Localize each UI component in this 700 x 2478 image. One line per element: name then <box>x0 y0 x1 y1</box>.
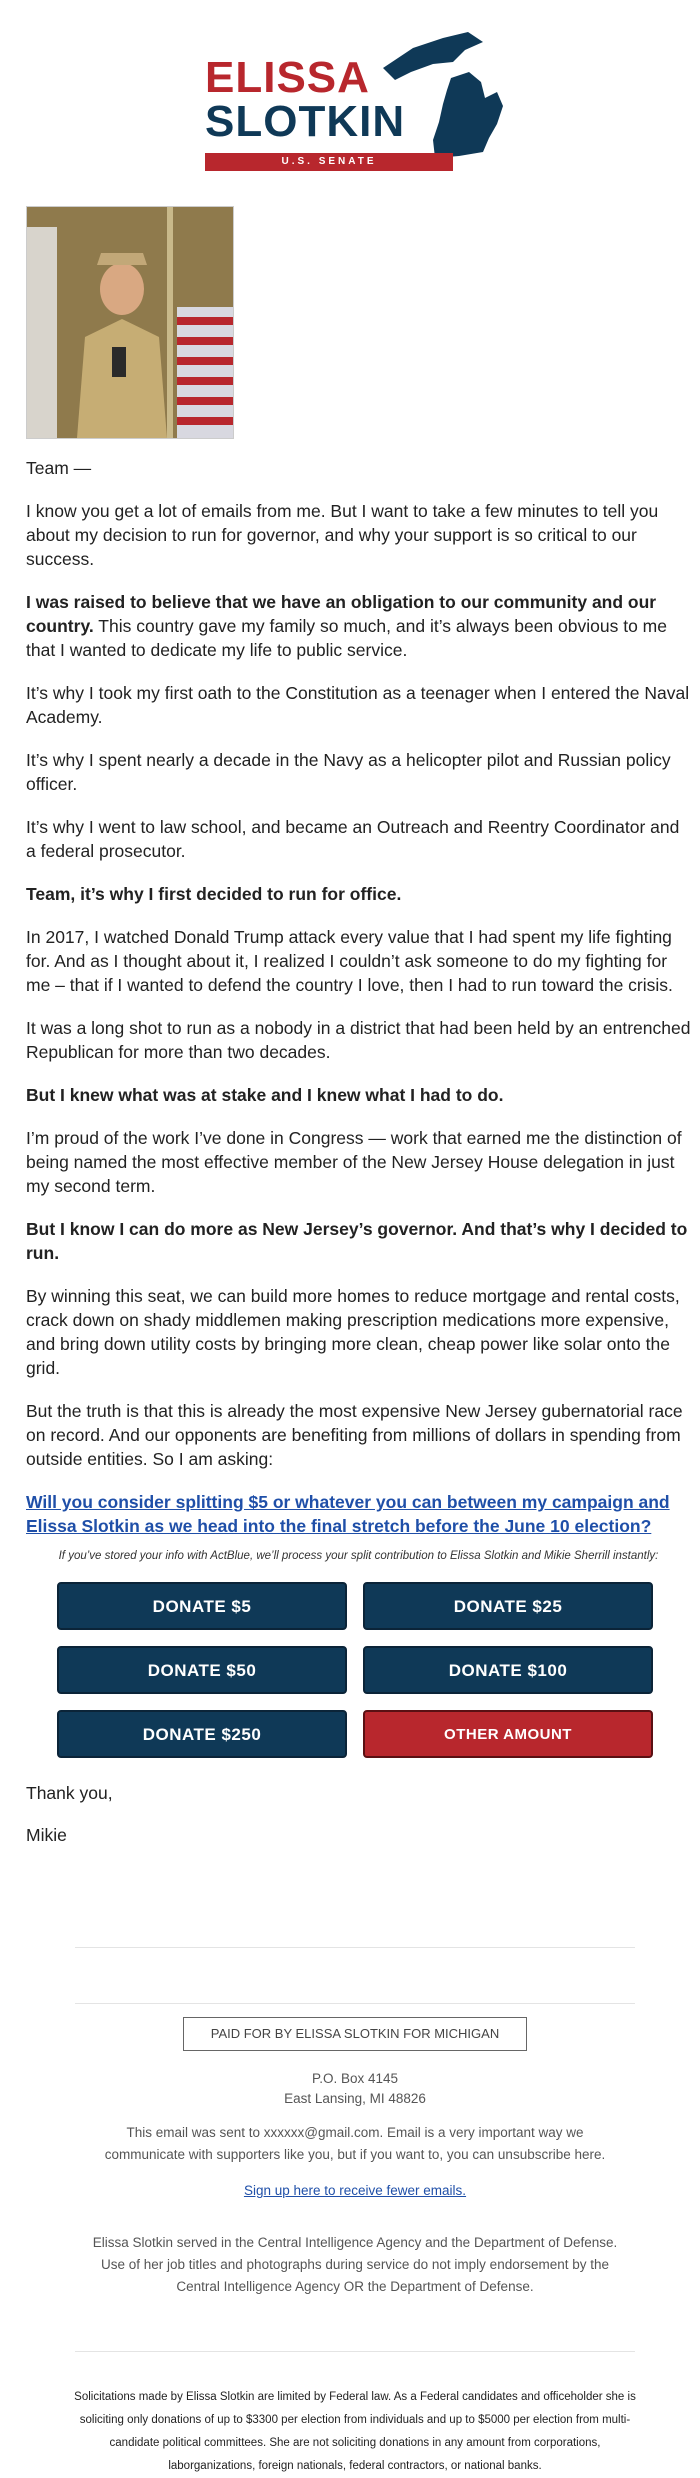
candidate-photo <box>26 206 234 439</box>
closing-thanks: Thank you, <box>26 1783 113 1803</box>
paragraph-3: It’s why I took my first oath to the Constitution as a teenager when I entered the Naval Academy. <box>26 683 690 727</box>
paragraph-13: But the truth is that this is already the most expensive New Jersey gubernatorial race on record. And our opponents are benefiting from millions of dollars in spending from outside entities. So I am asking: <box>26 1401 683 1469</box>
greeting: Team — <box>26 458 92 478</box>
paid-for-box: PAID FOR BY ELISSA SLOTKIN FOR MICHIGAN <box>183 2017 527 2051</box>
logo-last-name: SLOTKIN <box>205 97 406 146</box>
paragraph-9 <box>26 1083 691 1107</box>
signature: Mikie <box>26 1825 67 1845</box>
other-amount-button[interactable]: OTHER AMOUNT <box>363 1710 653 1758</box>
legal-disclaimer: Solicitations made by Elissa Slotkin are limited by Federal law. As a Federal candidates and officeholder she is soliciting only donations of up to $3300 per election from individuals and up to $5000 per election from multi-candidate political committees. She are not soliciting donations in any amount from corporations, laborganizations, foreign nationals, federal contractors, or national banks. <box>74 2391 636 2472</box>
fewer-emails-row <box>80 2180 630 2202</box>
paragraph-12: By winning this seat, we can build more homes to reduce mortgage and rental costs, crack down on shady middlemen making prescription medications more expensive, and bring down utility costs by bringing more clean, cheap power like solar onto the grid. <box>26 1286 680 1378</box>
sent-to-notice: This email was sent to xxxxxx@gmail.com. Email is a very important way we communicate with supporters like you, but if you want to, you can unsubscribe here. <box>104 2125 606 2162</box>
ask-paragraph <box>26 1490 691 1538</box>
paragraph-7: In 2017, I watched Donald Trump attack every value that I had spent my life fighting for. And as I thought about it, I realized I couldn’t ask someone to do my fighting for me – that if I wanted to defend the country I love, then I had to run toward the crisis. <box>26 927 673 995</box>
address-line-2: East Lansing, MI 48826 <box>284 2091 426 2106</box>
campaign-logo <box>205 30 515 167</box>
divider <box>75 1947 635 1948</box>
paragraph-2-rest: This country gave my family so much, and it’s always been obvious to me that I wanted to dedicate my life to public service. <box>26 616 667 660</box>
donate-100-button[interactable]: DONATE $100 <box>363 1646 653 1694</box>
logo-first-name: ELISSA <box>205 53 370 102</box>
paragraph-5: It’s why I went to law school, and became an Outreach and Reentry Coordinator and a federal prosecutor. <box>26 817 680 861</box>
actblue-note: If you’ve stored your info with ActBlue, we’ll process your split contribution to Elissa Slotkin and Mikie Sherrill instantly: <box>58 1550 659 1562</box>
donation-ask-link[interactable]: Will you consider splitting $5 or whatever you can between my campaign and Elissa Slotkin as we head into the final stretch before the June 10 election? <box>26 1492 670 1536</box>
paragraph-6-bold: Team, it’s why I first decided to run for office. <box>26 884 402 904</box>
logo-subtitle: U.S. SENATE <box>205 153 453 171</box>
donate-25-button[interactable]: DONATE $25 <box>363 1582 653 1630</box>
divider <box>75 2351 635 2352</box>
paragraph-6 <box>26 882 691 906</box>
paragraph-2 <box>26 590 691 662</box>
paragraph-8: It was a long shot to run as a nobody in a district that had been held by an entrenched Republican for more than two decades. <box>26 1018 691 1062</box>
paragraph-11 <box>26 1217 691 1265</box>
paragraph-4: It’s why I spent nearly a decade in the Navy as a helicopter pilot and Russian policy officer. <box>26 750 671 794</box>
donate-250-button[interactable]: DONATE $250 <box>57 1710 347 1758</box>
fewer-emails-link[interactable]: Sign up here to receive fewer emails. <box>243 2183 467 2198</box>
paragraph-1: I know you get a lot of emails from me. But I want to take a few minutes to tell you about my decision to run for governor, and why your support is so critical to our success. <box>26 501 659 569</box>
donate-50-button[interactable]: DONATE $50 <box>57 1646 347 1694</box>
paragraph-9-bold: But I knew what was at stake and I knew what I had to do. <box>26 1085 504 1105</box>
paragraph-10: I’m proud of the work I’ve done in Congress — work that earned me the distinction of being named the most effective member of the New Jersey House delegation in just my second term. <box>26 1128 682 1196</box>
donate-5-button[interactable]: DONATE $5 <box>57 1582 347 1630</box>
divider <box>75 2003 635 2004</box>
paragraph-2-bold: I was raised to believe that we have an obligation to our community and our country. <box>26 592 657 636</box>
service-disclaimer: Elissa Slotkin served in the Central Intelligence Agency and the Department of Defense. Use of her job titles and photographs during service do not imply endorsement by the Central Intelligence Agency OR the Department of Defense. <box>92 2235 618 2294</box>
email-body <box>26 456 691 1582</box>
photo-illustration <box>27 207 233 438</box>
address-line-1: P.O. Box 4145 <box>311 2071 399 2086</box>
paragraph-11-bold: But I know I can do more as New Jersey’s governor. And that’s why I decided to run. <box>26 1219 688 1263</box>
